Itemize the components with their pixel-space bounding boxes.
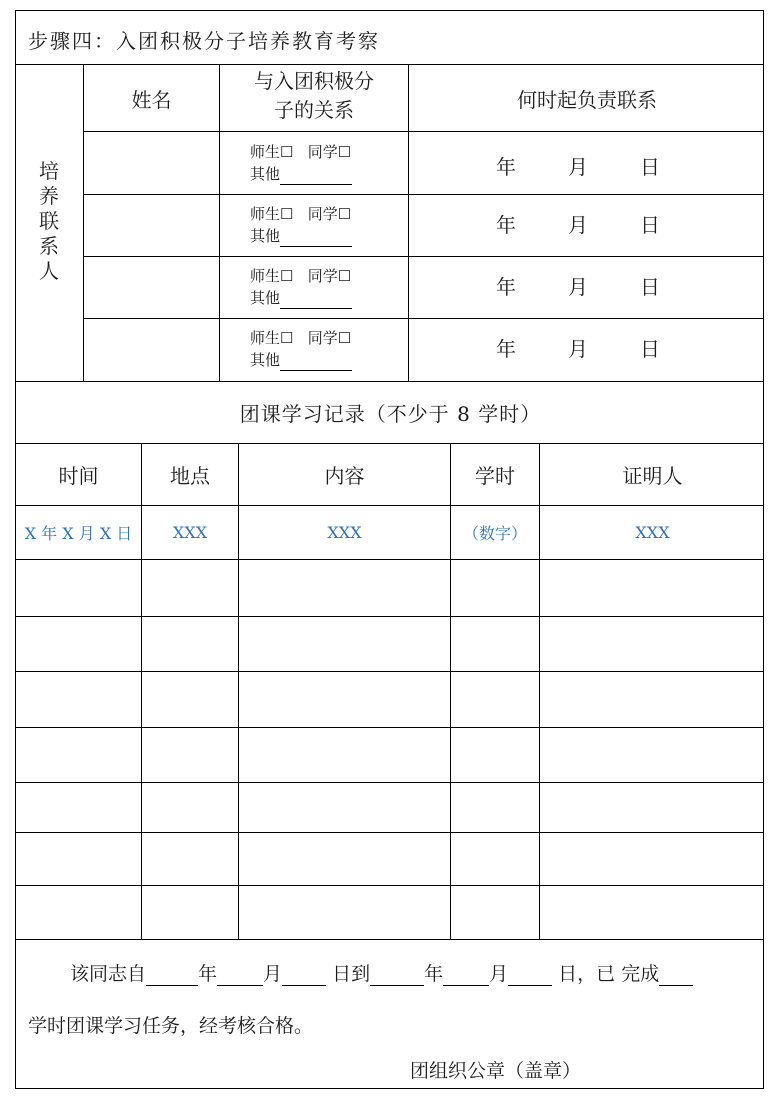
table-row	[16, 616, 763, 617]
table-row	[16, 671, 763, 672]
header-time: 时间	[58, 464, 99, 488]
header-name: 姓名	[131, 87, 172, 112]
table-row	[16, 885, 763, 886]
contacts-side-label: 培 养 联 系 人	[39, 159, 59, 283]
certification-line2: 学时团课学习任务，经考核合格。	[28, 1015, 314, 1037]
form-frame: 步骤四：入团积极分子培养教育考察 培 养 联 系 人 姓名 与入团积极分 子的关系 何时起负责联系 师生☐ 同学☐ 其他 年 月 日 师生☐ 同学☐ 其他 年 月 日 师生☐ 同学☐ 其他 年 月 日 师生☐ 同学☐ 其他 年 月 日 团课学习记录（不少于 8 学时） 时间 地点 内容 学时 证明人 X 年 X 月 X 日 XXX XXX （数字） XXX 该同志自 年 月 日到 年 月 日，已 完成 学时团课学习任务，经考核合格。 团组织公章（盖章）	[15, 10, 764, 1089]
step-title: 步骤四：入团积极分子培养教育考察	[28, 29, 380, 53]
header-hours: 学时	[475, 464, 515, 488]
table-row	[16, 782, 763, 783]
header-content: 内容	[324, 464, 365, 488]
table-row	[16, 727, 763, 728]
header-witness: 证明人	[622, 464, 683, 488]
seal-label: 团组织公章（盖章）	[410, 1060, 582, 1082]
header-relation: 与入团积极分 子的关系	[254, 69, 374, 122]
study-title: 团课学习记录（不少于 8 学时）	[239, 402, 542, 426]
header-since: 何时起负责联系	[517, 87, 657, 112]
header-place: 地点	[170, 464, 210, 488]
certification-line1: 该同志自 年 月 日到 年 月 日，已 完成	[70, 959, 693, 986]
table-row	[16, 832, 763, 833]
